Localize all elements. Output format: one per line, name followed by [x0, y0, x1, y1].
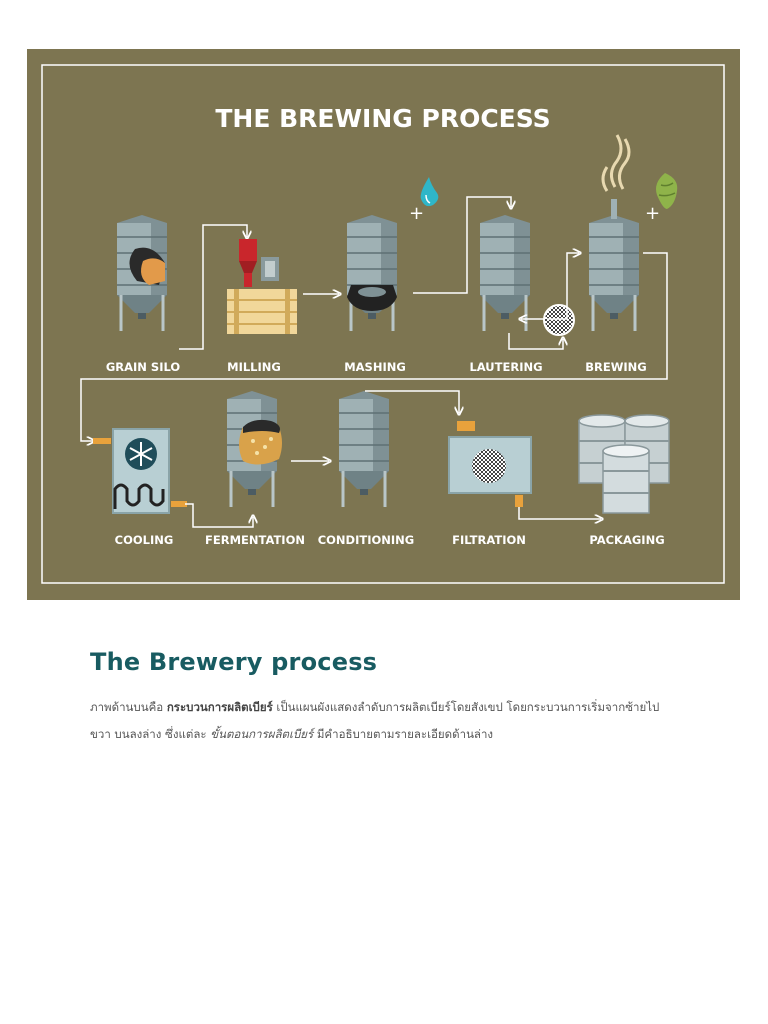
fermentation-tank-icon — [227, 391, 282, 507]
mashing-icon — [347, 215, 397, 331]
step-label-conditioning: CONDITIONING — [317, 533, 415, 547]
infographic-title: THE BREWING PROCESS — [215, 104, 551, 133]
intro-italic-phrase: ขั้นตอนการผลิตเบียร์ — [210, 727, 314, 741]
step-label-milling: MILLING — [227, 360, 281, 374]
brewing-process-infographic — [27, 49, 740, 600]
step-label-packaging: PACKAGING — [589, 533, 665, 547]
intro-bold-phrase: กระบวนการผลิตเบียร์ — [166, 700, 273, 714]
svg-text:+: + — [645, 203, 661, 224]
step-label-fermentation: FERMENTATION — [205, 533, 305, 547]
intro-text-1: ภาพด้านบนคือ — [90, 700, 167, 714]
step-label-cooling: COOLING — [114, 533, 174, 547]
milling-icon — [227, 239, 297, 334]
step-label-brewing: BREWING — [585, 360, 647, 374]
article-intro — [90, 694, 690, 748]
step-label-mashing: MASHING — [344, 360, 406, 374]
step-label-grain-silo: GRAIN SILO — [105, 360, 181, 374]
water-drop-icon — [409, 177, 438, 224]
lautering-icon — [480, 215, 574, 349]
conditioning-tank-icon — [339, 391, 389, 507]
intro-text-2: เป็นแผนผังแสดงลำดับการผลิตเบียร์โดยสังเขป โดยกระบวนการเริ่มจากซ้ายไป — [272, 700, 660, 714]
grain-silo-icon — [117, 215, 167, 331]
step-label-lautering: LAUTERING — [469, 360, 543, 374]
intro-text-3: ขวา บนลงล่าง ซึ่งแต่ละ — [90, 727, 211, 741]
hop-icon — [645, 173, 677, 224]
intro-text-4: มีคำอธิบายตามรายละเอียดด้านล่าง — [313, 727, 494, 741]
beer-kegs-icon — [579, 415, 669, 513]
step-label-filtration: FILTRATION — [452, 533, 526, 547]
svg-text:+: + — [409, 203, 425, 224]
brewing-kettle-icon — [589, 135, 639, 331]
filtration-unit-icon — [449, 421, 531, 507]
article-title: The Brewery process — [90, 648, 378, 676]
cooling-unit-icon — [93, 429, 187, 513]
